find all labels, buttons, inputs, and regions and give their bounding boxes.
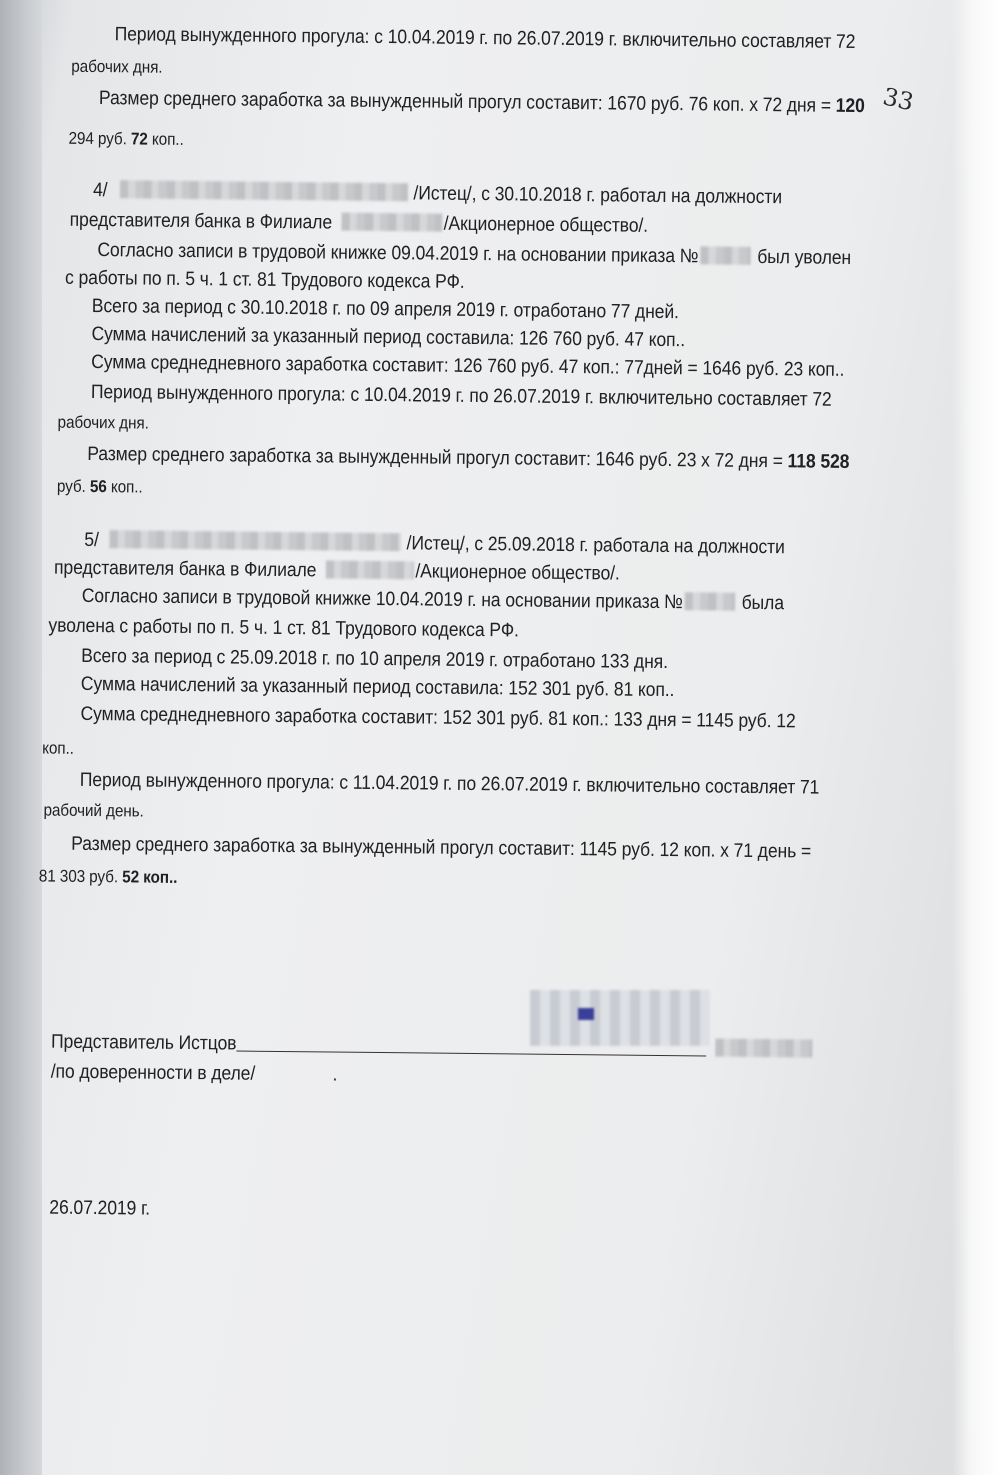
redacted-signature	[530, 990, 710, 1046]
block3-line4-a: 294 руб.	[68, 128, 132, 149]
stray-dot: .	[332, 1063, 338, 1086]
block4-line11-b: коп..	[106, 477, 143, 497]
block4-line10-text: Размер среднего заработка за вынужденный прогул составит: 1646 руб. 23 х 72 дня =	[87, 442, 788, 473]
power-of-attorney-text: /по доверенности в деле/	[50, 1060, 256, 1085]
block5-line5: Всего за период с 25.09.2018 г. по 10 апреля 2019 г. отработано 133 дня.	[81, 644, 669, 674]
block5-line3	[82, 585, 784, 615]
block4-line1	[93, 179, 782, 209]
block3-line4-b: коп..	[147, 129, 184, 149]
block5-line4: уволена с работы по п. 5 ч. 1 ст. 81 Трудового кодекса РФ.	[48, 614, 519, 642]
block5-line1-b: /Истец/, с 25.09.2018 г. работала на должности	[406, 532, 785, 559]
block5-line12-bold: 52 коп..	[122, 867, 178, 887]
block4-line11-a: руб.	[56, 476, 90, 496]
block4-line1-b: /Истец/, с 30.10.2018 г. работал на должности	[413, 182, 783, 209]
block3-line3	[99, 87, 865, 118]
block4-line8: Период вынужденного прогула: с 10.04.2019 г. по 26.07.2019 г. включительно составляет 72	[90, 380, 832, 411]
block4-line10	[87, 443, 849, 474]
block4-line11	[57, 477, 143, 498]
block4-line5: Всего за период с 30.10.2018 г. по 09 апреля 2019 г. отработано 77 дней.	[91, 294, 680, 324]
block4-line4: с работы по п. 5 ч. 1 ст. 81 Трудового кодекса РФ.	[64, 266, 465, 293]
page-number-handwritten: 33	[880, 82, 917, 117]
block5-line12	[39, 866, 178, 887]
block3-line2: рабочих дня.	[71, 56, 163, 77]
block4-line3-b: был уволен	[752, 245, 852, 269]
block4-line1-a: 4/	[92, 178, 108, 202]
block5-line1-a: 5/	[84, 528, 99, 552]
block3-line4-bold: 72	[130, 129, 148, 149]
block4-line11-bold: 56	[89, 476, 107, 497]
signature-ink-mark	[578, 1008, 594, 1020]
block3-line3-bold: 120	[835, 94, 865, 118]
block4-line7: Сумма среднедневного заработка составит: 126 760 руб. 47 коп.: 77дней = 1646 руб. 23 коп..	[91, 350, 845, 381]
block5-line3-a: Согласно записи в трудовой книжке 10.04.2019 г. на основании приказа №	[81, 584, 683, 614]
block4-line3	[97, 239, 851, 270]
block4-line2-b: /Акционерное общество/.	[443, 212, 649, 237]
block5-line10: рабочий день.	[43, 800, 144, 821]
block4-line2	[70, 209, 649, 238]
redacted-representative-name	[715, 1039, 812, 1058]
block3-line4	[68, 129, 183, 150]
redacted-order-number	[700, 246, 751, 265]
redacted-order-number	[685, 592, 736, 611]
redacted-branch	[341, 213, 442, 232]
redacted-branch	[325, 560, 413, 579]
block5-line7: Сумма среднедневного заработка составит: 152 301 руб. 81 коп.: 133 дня = 1145 руб. 12	[80, 702, 796, 733]
power-of-attorney-note	[51, 1061, 338, 1087]
block3-line1: Период вынужденного прогула: с 10.04.2019 г. по 26.07.2019 г. включительно составляет 72	[114, 23, 856, 53]
redacted-name	[110, 530, 402, 551]
block5-line2-a: представителя банка в Филиале	[53, 556, 317, 582]
block5-line2-b: /Акционерное общество/.	[415, 560, 620, 585]
block4-line10-bold: 118 528	[787, 450, 850, 473]
block3-line3-text: Размер среднего заработка за вынужденный прогул составит: 1670 руб. 76 коп. х 72 дня =	[98, 87, 836, 117]
block5-line2	[54, 557, 620, 586]
block4-line3-a: Согласно записи в трудовой книжке 09.04.2019 г. на основании приказа №	[97, 239, 699, 268]
document-date: 26.07.2019 г.	[49, 1196, 151, 1220]
redacted-name	[120, 180, 408, 201]
representative-label: Представитель Истцов	[50, 1030, 237, 1055]
block5-line11: Размер среднего заработка за вынужденный прогул составит: 1145 руб. 12 коп. х 71 день =	[71, 832, 812, 863]
block5-line8: коп..	[42, 738, 74, 758]
block5-line3-b: была	[736, 591, 785, 615]
block5-line6: Сумма начислений за указанный период составила: 152 301 руб. 81 коп..	[80, 672, 675, 702]
block4-line9: рабочих дня.	[57, 412, 149, 433]
block5-line9: Период вынужденного прогула: с 11.04.2019 г. по 26.07.2019 г. включительно составляет 71	[79, 768, 820, 799]
block4-line2-a: представителя банка в Филиале	[69, 208, 333, 234]
block4-line6: Сумма начислений за указанный период составила: 126 760 руб. 47 коп..	[91, 322, 686, 352]
block5-line12-a: 81 303 руб.	[38, 866, 123, 887]
block5-line1	[84, 529, 785, 559]
